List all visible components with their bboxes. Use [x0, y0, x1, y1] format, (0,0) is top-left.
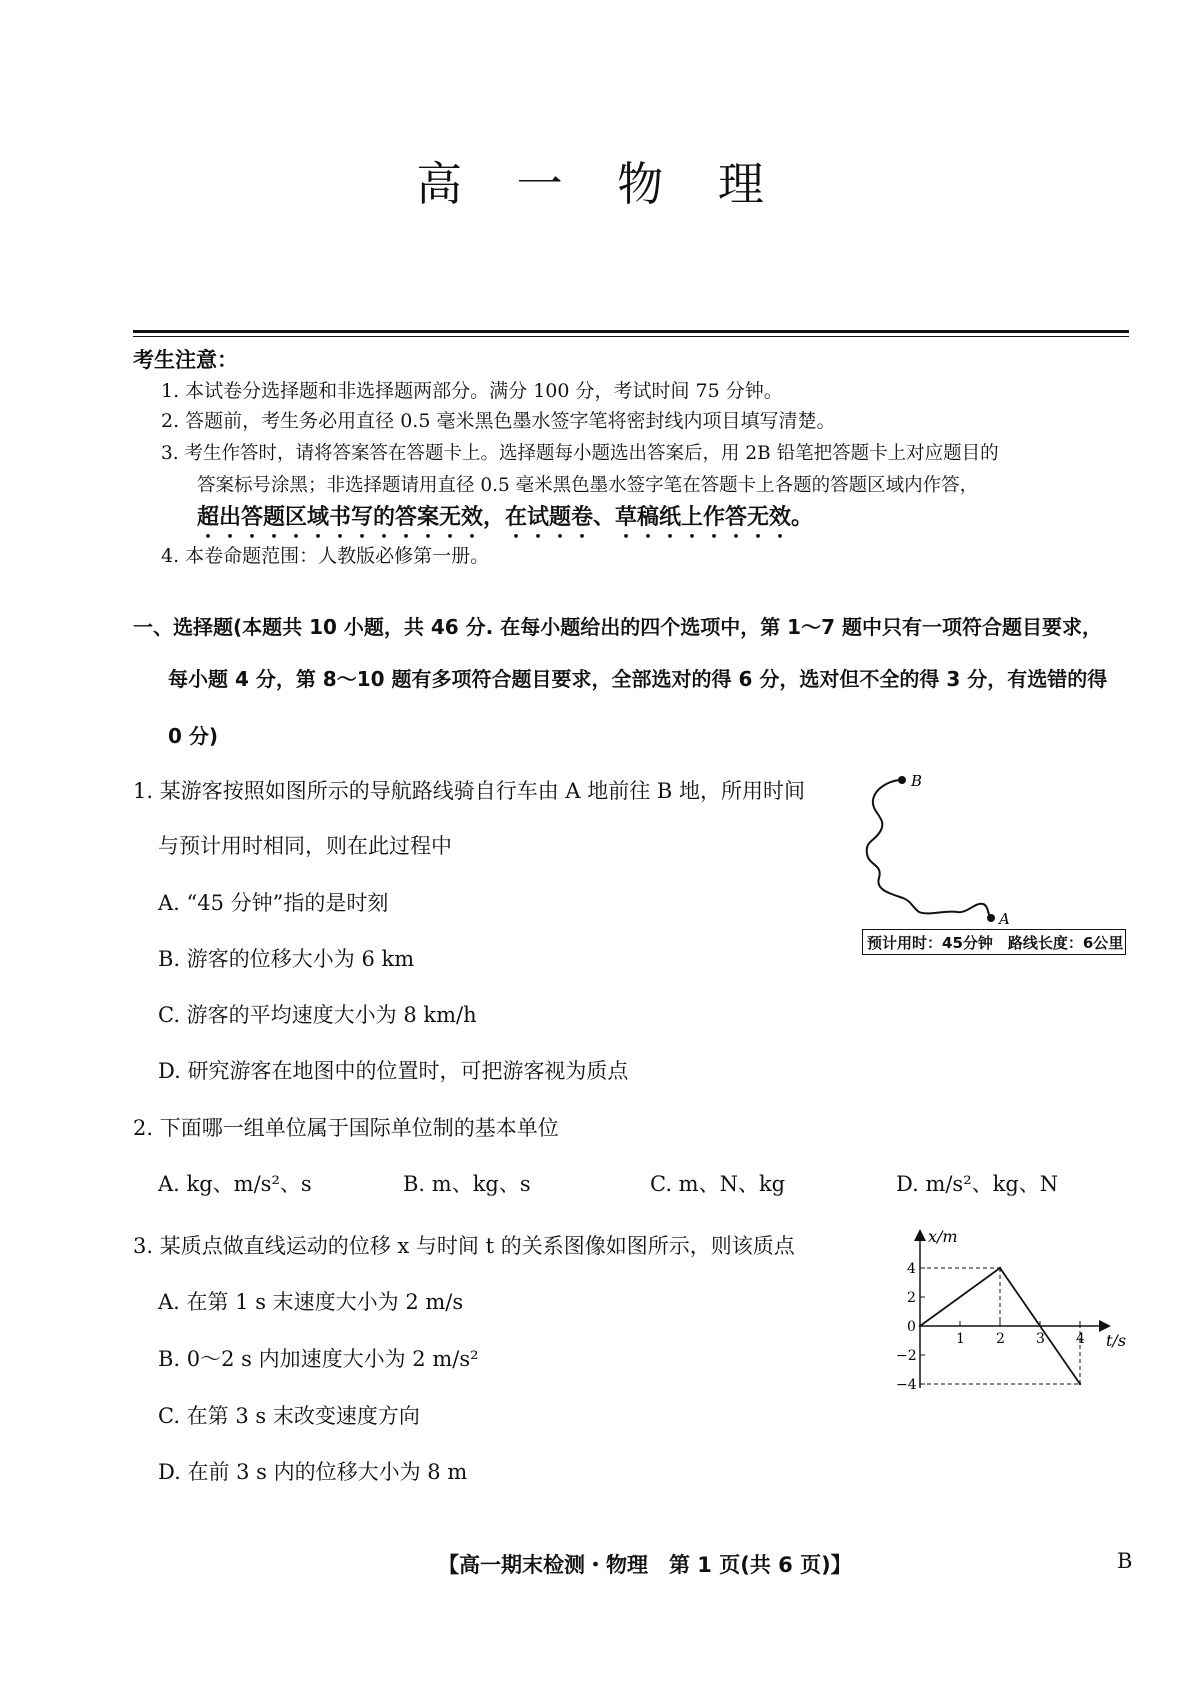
q2-option-c: C. m、N、kg [650, 1172, 786, 1196]
notice-emphasis-line: 超出答题区域书写的答案无效，在试题卷、草稿纸上作答无效。 [197, 505, 814, 530]
point-b-marker [898, 776, 906, 784]
point-b-label: B [911, 772, 923, 790]
point-a-marker [987, 914, 995, 922]
notice-item-3-cont: 答案标号涂黑；非选择题请用直径 0.5 毫米黑色墨水签字笔在答题卡上各题的答题区域内作答， [197, 475, 979, 496]
route-map-figure [845, 770, 1135, 930]
y-tick-label-4: −4 [896, 1377, 917, 1393]
notice-item-2: 2. 答题前，考生务必用直径 0.5 毫米黑色墨水签字笔将密封线内项目填写清楚。 [161, 410, 836, 432]
q2-option-d: D. m/s²、kg、N [896, 1172, 1059, 1196]
series-point-0 [919, 1325, 921, 1327]
x-tick-label-2: 2 [996, 1331, 1005, 1347]
y-axis-label: x/m [928, 1227, 958, 1246]
q1-option-d: D. 研究游客在地图中的位置时，可把游客视为质点 [158, 1059, 629, 1083]
header-rule-thick [133, 330, 1129, 333]
notice-item-4: 4. 本卷命题范围：人教版必修第一册。 [161, 545, 490, 567]
x-tick-label-1: 1 [956, 1331, 965, 1347]
page-title: 高 一 物 理 [416, 157, 784, 211]
y-tick-label-2: 0 [907, 1319, 916, 1335]
q3-option-b: B. 0～2 s 内加速度大小为 2 m/s² [158, 1347, 479, 1371]
paper-version-label: B [1117, 1549, 1133, 1573]
q3-stem: 3. 某质点做直线运动的位移 x 与时间 t 的关系图像如图所示，则该质点 [133, 1234, 795, 1258]
q1-stem-line2: 与预计用时相同，则在此过程中 [158, 834, 452, 858]
q1-option-a: A. “45 分钟”指的是时刻 [158, 891, 389, 915]
q2-stem: 2. 下面哪一组单位属于国际单位制的基本单位 [133, 1116, 559, 1140]
route-caption: 预计用时：45分钟 路线长度：6公里 [862, 929, 1126, 955]
series-point-2 [1079, 1383, 1081, 1385]
x-tick-label-3: 3 [1036, 1331, 1045, 1347]
section-heading-line1: 一、选择题(本题共 10 小题，共 46 分. 在每小题给出的四个选项中，第 1～7 题中只有一项符合题目要求， [133, 615, 1102, 639]
q3-option-d: D. 在前 3 s 内的位移大小为 8 m [158, 1460, 468, 1484]
x-tick-label-4: 4 [1076, 1331, 1085, 1347]
q2-option-a: A. kg、m/s²、s [158, 1172, 312, 1196]
x-axis-label: t/s [1106, 1331, 1127, 1350]
notice-item-1: 1. 本试卷分选择题和非选择题两部分。满分 100 分，考试时间 75 分钟。 [161, 380, 783, 402]
q3-option-a: A. 在第 1 s 末速度大小为 2 m/s [158, 1290, 464, 1314]
series-point-1 [999, 1267, 1001, 1269]
q1-stem-line1: 1. 某游客按照如图所示的导航路线骑自行车由 A 地前往 B 地，所用时间 [133, 779, 806, 803]
y-tick-label-1: 2 [907, 1290, 916, 1306]
y-tick-label-0: 4 [907, 1261, 916, 1277]
q1-option-b: B. 游客的位移大小为 6 km [158, 947, 415, 971]
page-footer: 【高一期末检测・物理 第 1 页(共 6 页)】 [438, 1553, 852, 1577]
point-a-label: A [999, 910, 1010, 928]
q2-option-b: B. m、kg、s [403, 1172, 531, 1196]
xt-graph [880, 1220, 1140, 1395]
header-rule-thin [133, 336, 1129, 337]
q3-option-c: C. 在第 3 s 末改变速度方向 [158, 1404, 420, 1428]
notice-item-3: 3. 考生作答时，请将答案答在答题卡上。选择题每小题选出答案后，用 2B 铅笔把答题卡上对应题目的 [161, 443, 999, 464]
section-heading-line3: 0 分) [168, 724, 219, 748]
y-tick-label-3: −2 [896, 1348, 917, 1364]
section-heading-line2: 每小题 4 分，第 8～10 题有多项符合题目要求，全部选对的得 6 分，选对但不全的得 3 分，有选错的得 [168, 667, 1108, 691]
notice-heading: 考生注意： [133, 348, 238, 372]
q1-option-c: C. 游客的平均速度大小为 8 km/h [158, 1003, 477, 1027]
route-path [867, 780, 991, 918]
